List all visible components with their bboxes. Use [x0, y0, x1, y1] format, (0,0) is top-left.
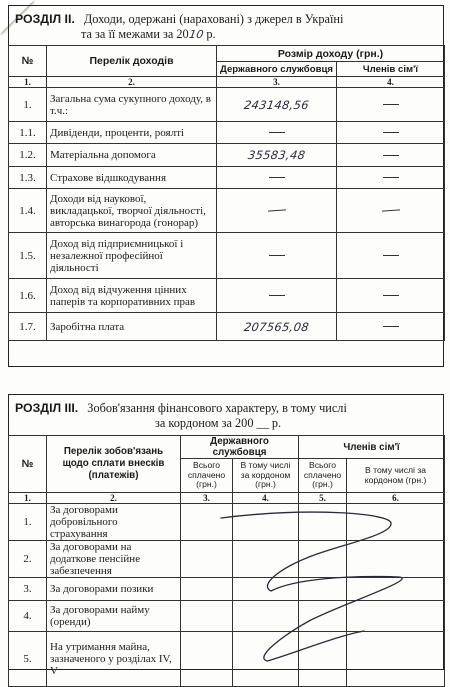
section-3 [8, 394, 444, 677]
row-name: За договорами позики [47, 578, 181, 601]
index-cell: 3. [217, 77, 337, 88]
row-official-value: 243148,56 [243, 97, 310, 112]
row-name: За договорами добровільного страхування [47, 504, 181, 541]
row-number: 1. [9, 504, 47, 541]
row-name: Страхове відшкодування [47, 167, 217, 189]
row-number: 1.5. [9, 233, 47, 279]
section-2 [8, 5, 444, 367]
row-official-dash [269, 295, 285, 296]
section-2-title-line2: та за її межами за 20 [81, 26, 189, 41]
col-official-paid-header: Всього сплачено (грн.) [181, 459, 233, 493]
col-family-header: Членів сім'ї [337, 62, 445, 77]
row-name: Доход від відчуження цінних паперів та корпоративних прав [47, 279, 217, 313]
row-number: 3. [9, 578, 47, 601]
section-2-title-line1: Доходи, одержані (нараховані) з джерел в Україні [83, 12, 344, 26]
index-cell: 6. [347, 493, 445, 504]
col-number-header: № [9, 436, 47, 493]
index-cell: 2. [47, 77, 217, 88]
row-family-dash [383, 155, 399, 156]
section-2-label: РОЗДІЛ ІІ. [15, 12, 75, 26]
row-official-dash [267, 209, 285, 211]
table-row [9, 601, 445, 632]
row-official-dash [269, 177, 285, 178]
row-number: 1.7. [9, 313, 47, 341]
index-cell: 1. [9, 493, 47, 504]
table-row [9, 144, 445, 167]
row-name: Доход від підприємницької і незалежної професійної діяльності [47, 233, 217, 279]
table-row [9, 632, 445, 687]
table-row [9, 88, 445, 122]
row-family-dash [381, 209, 399, 211]
row-official-dash [269, 255, 285, 256]
index-cell: 4. [233, 493, 299, 504]
row-official-dash [269, 132, 285, 133]
row-family-dash [383, 295, 399, 296]
table-row [9, 279, 445, 313]
row-name: За договорами найму (оренди) [47, 601, 181, 632]
section-2-title-end: р. [206, 26, 216, 41]
table-row [9, 233, 445, 279]
index-cell: 1. [9, 77, 47, 88]
row-official-value: 207565,08 [243, 319, 310, 334]
col-income-size-header: Розмір доходу (грн.) [217, 46, 445, 62]
row-name: Дивіденди, проценти, роялті [47, 122, 217, 144]
index-cell: 5. [299, 493, 347, 504]
col-family-header: Членів сім'ї [299, 436, 445, 459]
row-number: 2. [9, 541, 47, 578]
table-row [9, 541, 445, 578]
row-name: Доходи від наукової, викладацької, творчої діяльності, авторська винагорода (гонорар) [47, 189, 217, 233]
row-official-value: 35583,48 [246, 148, 307, 162]
row-number: 1.4. [9, 189, 47, 233]
income-table [8, 45, 445, 341]
section-3-title-line2: за кордоном за 200 __ р. [155, 415, 282, 430]
index-cell: 4. [337, 77, 445, 88]
row-name: За договорами на додаткове пенсійне забезпечення [47, 541, 181, 578]
row-number: 1.6. [9, 279, 47, 313]
row-number: 4. [9, 601, 47, 632]
col-official-abroad-header: В тому числі за кордоном (грн.) [233, 459, 299, 493]
table-row [9, 189, 445, 233]
row-family-dash [383, 104, 399, 105]
row-number: 5. [9, 632, 47, 687]
section-3-title-line1: Зобов'язання фінансового характеру, в тому числі [87, 401, 347, 415]
section-2-year-suffix: 10 [187, 27, 205, 41]
row-name: Матеріальна допомога [47, 144, 217, 167]
row-family-dash [383, 326, 399, 327]
row-name: Заробітна плата [47, 313, 217, 341]
row-number: 1.1. [9, 122, 47, 144]
row-number: 1.3. [9, 167, 47, 189]
col-number-header: № [9, 46, 47, 77]
col-official-header: Державного службовця [181, 436, 299, 459]
col-official-header: Державного службовця [217, 62, 337, 77]
row-number: 1. [9, 88, 47, 122]
col-family-paid-header: Всього сплачено (грн.) [299, 459, 347, 493]
col-income-list-header: Перелік доходів [47, 46, 217, 77]
section-2-heading [15, 12, 343, 42]
table-row [9, 504, 445, 541]
col-obligations-list-header: Перелік зобов'язань щодо сплати внесків (платежів) [47, 436, 181, 493]
section-3-heading [15, 401, 347, 430]
row-family-dash [383, 255, 399, 256]
index-cell: 3. [181, 493, 233, 504]
table-row [9, 167, 445, 189]
row-name: На утримання майна, зазначеного у розділах IV, V [47, 632, 181, 687]
table-row [9, 578, 445, 601]
row-name: Загальна сума сукупного доходу, в т.ч.: [47, 88, 217, 122]
row-number: 1.2. [9, 144, 47, 167]
index-cell: 2. [47, 493, 181, 504]
row-family-dash [383, 177, 399, 178]
section-3-label: РОЗДІЛ ІІІ. [15, 401, 79, 415]
table-row [9, 313, 445, 341]
row-family-dash [383, 132, 399, 133]
col-family-abroad-header: В тому числі за кордоном (грн.) [347, 459, 445, 493]
obligations-table [8, 435, 445, 687]
table-row [9, 122, 445, 144]
